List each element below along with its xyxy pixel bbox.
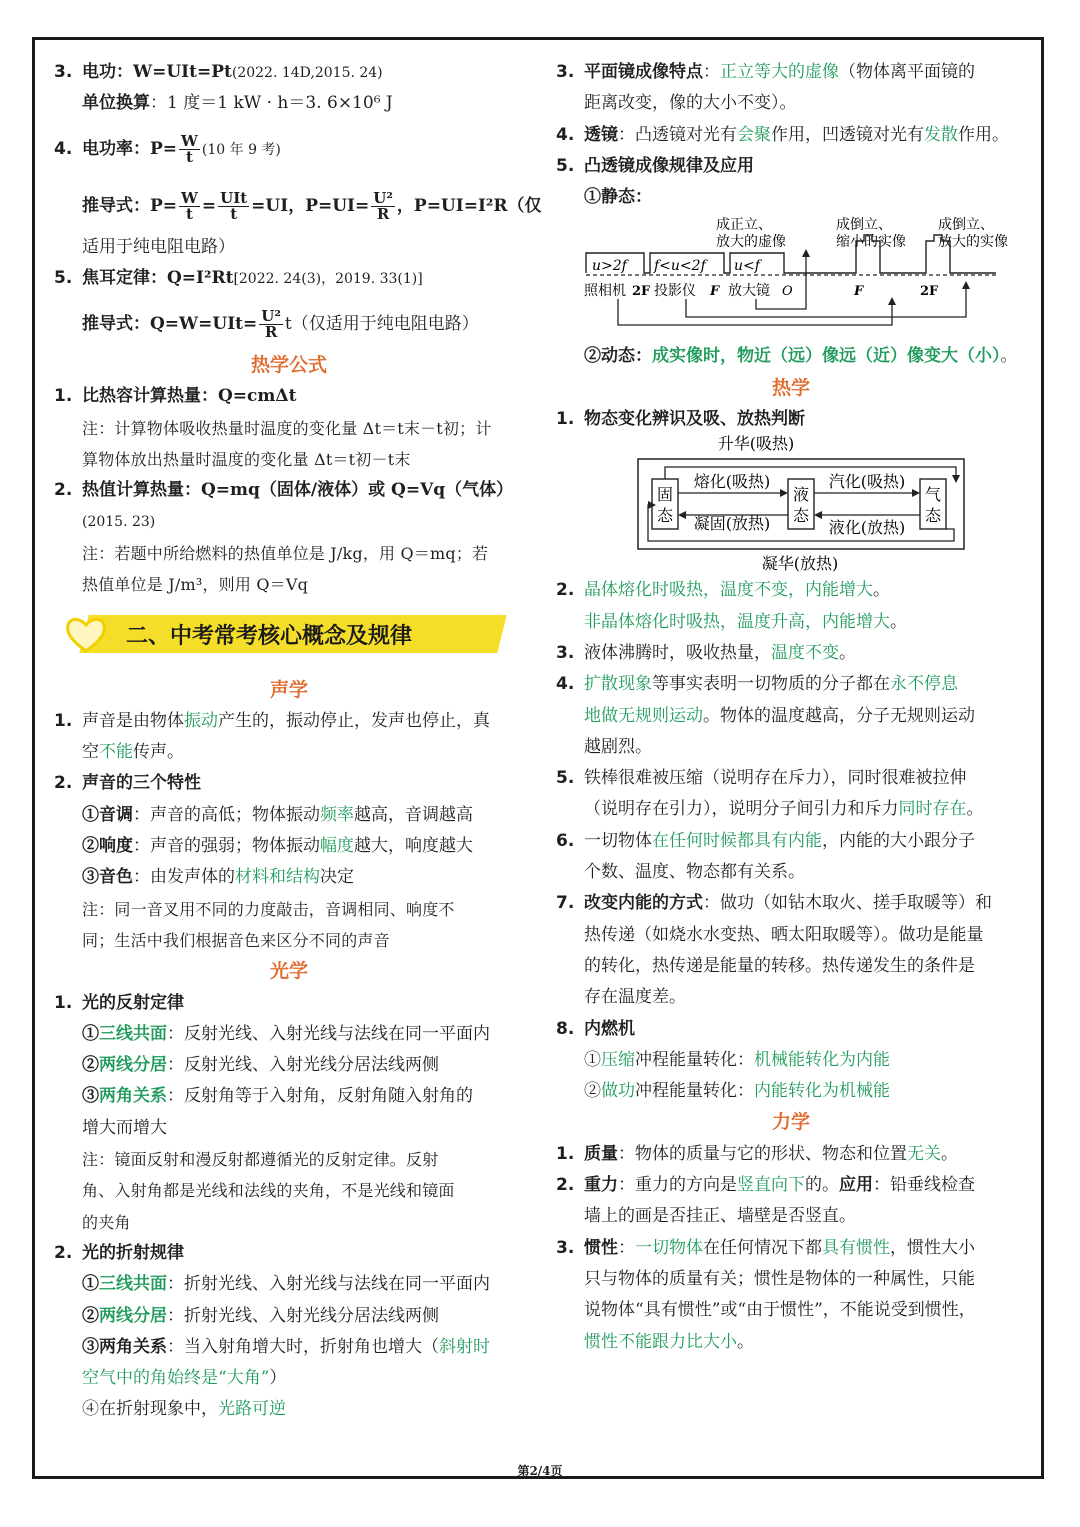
power-derivation: 推导式：P= $\frac{W}{t}$ = UIt t =UI，P=UI= $\frac{\text{U²}}{R}$ ，P=UI=I²R（仅	[82, 188, 542, 223]
label-big-real-b: 放大的实像	[938, 234, 1008, 251]
range-u-gt-2f: u>2f	[592, 258, 627, 275]
section-optics: 光学	[269, 960, 308, 983]
label-condensation: 液化(放热)	[828, 518, 906, 538]
engine-compression: ①压缩冲程能量转化：机械能转化为内能	[584, 1049, 890, 1070]
arrowhead-1	[888, 297, 896, 305]
note-reflection-1: 注：镜面反射和漫反射都遵循光的反射定律。反射	[82, 1150, 439, 1170]
gravity-cont: 墙上的画是否挂正、墙壁是否竖直。	[584, 1206, 856, 1227]
change-energy-cont-2: 的转化，热传递是能量的转移。热传递发生的条件是	[584, 955, 975, 976]
solid-char-2: 态	[656, 506, 674, 526]
arrowhead-vapor	[912, 489, 920, 497]
page-number: 第2/4页	[517, 1464, 563, 1478]
static-label: ①静态：	[584, 187, 652, 208]
label-virtual-b: 放大的虚像	[716, 234, 786, 251]
unit-conversion: 单位换算：1 度＝1 kW · h＝3. 6×10⁶ J	[82, 93, 393, 114]
change-energy-cont-1: 热传递（如烧水水变热、晒太阳取暖等）。做功是能量	[584, 924, 984, 945]
mark-F-right: F	[854, 284, 864, 300]
gas-char-2: 态	[924, 506, 942, 526]
solid-char-1: 固	[656, 485, 674, 505]
app-projector: 投影仪	[654, 283, 696, 300]
item-refraction: 2. 光的折射规律	[54, 1242, 184, 1263]
diffusion-cont-2: 越剧烈。	[584, 736, 652, 757]
label-small-real-a: 成倒立、	[836, 217, 892, 234]
liquid-char-2: 态	[792, 506, 810, 526]
inertia-cont-2: 说物体“具有惯性”或“由于惯性”，不能说受到惯性，	[584, 1300, 976, 1321]
section-acoustics: 声学	[269, 678, 308, 701]
item-electric-power: 4. 电功率：P= $\frac{W}{t}$ (10 年 9 考)	[54, 131, 281, 166]
diffusion-cont-1: 地做无规则运动。物体的温度越高，分子无规则运动	[584, 705, 975, 726]
section-thermo: 热学	[771, 376, 810, 399]
item-heat-value: 2. 热值计算热量：Q=mq（固体/液体）或 Q=Vq（气体）	[54, 480, 514, 501]
item-plane-mirror: 3. 平面镜成像特点：正立等大的虚像（物体离平面镜的	[556, 62, 975, 82]
mark-2F-right: 2F	[920, 284, 939, 300]
arrow-camera	[618, 299, 892, 325]
refraction-d: ④在折射现象中，光路可逆	[82, 1399, 286, 1420]
mark-O: O	[782, 284, 793, 300]
note-reflection-2: 角、入射角都是光线和法线的夹角，不是光线和镜面	[82, 1181, 455, 1201]
joule-derivation: 推导式：Q=W=UIt= $\frac{\text{U²}}{R}$ t（仅适用于纯电阻电路）	[82, 307, 479, 342]
note-reflection-3: 的夹角	[82, 1212, 131, 1232]
label-melting: 熔化(吸热)	[693, 472, 771, 492]
item-electric-work: 3. 电功：W=UIt=Pt(2022. 14D,2015. 24)	[54, 62, 383, 82]
power-derivation-cont: 适用于纯电阻电路）	[82, 236, 235, 257]
app-camera: 照相机	[584, 283, 626, 300]
timbre-line: ③音色：由发声体的材料和结构决定	[82, 867, 354, 888]
reflection-b: ②两线分居：反射光线、入射光线分居法线两侧	[82, 1055, 439, 1076]
arrowhead-sublimation	[952, 475, 960, 483]
item-diffusion: 4. 扩散现象等事实表明一切物质的分子都在永不停息	[556, 674, 958, 695]
item-sound-1: 1. 声音是由物体振动产生的，振动停止，发声也停止，真	[54, 710, 490, 731]
plane-mirror-cont: 距离改变，像的大小不变）。	[584, 93, 797, 114]
item-mass: 1. 质量：物体的质量与它的形状、物态和位置无关。	[556, 1143, 958, 1164]
label-virtual-a: 成正立、	[716, 217, 772, 234]
item-sound-1-cont: 空不能传声。	[82, 742, 184, 763]
item-inertia: 3. 惯性：一切物体在任何情况下都具有惯性，惯性大小	[556, 1237, 975, 1258]
mark-2F-left: 2F	[632, 284, 651, 300]
item-internal-energy: 6. 一切物体在任何时候都具有内能，内能的大小跟分子	[556, 830, 975, 851]
item-phase-change: 1. 物态变化辨识及吸、放热判断	[556, 409, 805, 430]
phase-diagram-svg	[556, 435, 996, 575]
reflection-a: ①三线共面：反射光线、入射光线与法线在同一平面内	[82, 1023, 490, 1044]
section-heat-formula: 热学公式	[250, 354, 327, 377]
label-small-real-b: 缩小的实像	[836, 234, 906, 251]
fraction-1: $\frac{W}{t}$	[181, 188, 198, 223]
heart-icon	[64, 613, 108, 657]
refraction-a: ①三线共面：折射光线、入射光线与法线在同一平面内	[82, 1274, 490, 1295]
range-brackets	[586, 235, 996, 273]
arrowhead-3	[802, 249, 810, 257]
arrow-magnifier	[756, 253, 806, 309]
arrowhead-2	[962, 281, 970, 289]
lens-diagram-svg	[556, 213, 1008, 341]
range-u-lt-f: u<f	[734, 258, 760, 275]
ref-heat-value: (2015. 23)	[82, 513, 156, 530]
label-vaporization: 汽化(吸热)	[828, 472, 906, 492]
note-specific-heat-2: 算物体放出热量时温度的变化量 Δt＝t初－t末	[82, 450, 411, 470]
banner-title: 二、中考常考核心概念及规律	[126, 623, 413, 649]
mark-F-left: F	[710, 284, 720, 300]
change-energy-cont-3: 存在温度差。	[584, 987, 686, 1008]
label-sublimation: 升华(吸热)	[717, 434, 795, 454]
note-heat-value-1: 注：若题中所给燃料的热值单位是 J/kg，用 Q＝mq；若	[82, 543, 489, 563]
range-f-u-2f: f<u<2f	[654, 258, 706, 275]
note-specific-heat-1: 注：计算物体吸收热量时温度的变化量 Δt＝t末－t初；计	[82, 418, 492, 438]
internal-energy-cont: 个数、温度、物态都有关系。	[584, 862, 805, 883]
note-sound-2: 同；生活中我们根据音色来区分不同的声音	[82, 930, 390, 950]
item-molecular-force: 5. 铁棒很难被压缩（说明存在斥力），同时很难被拉伸	[556, 768, 967, 789]
refraction-c-cont: 空气中的角始终是“大角”）	[82, 1368, 287, 1389]
item-specific-heat: 1. 比热容计算热量：Q=cmΔt	[54, 386, 297, 407]
refraction-b: ②两线分居：折射光线、入射光线分居法线两侧	[82, 1305, 439, 1326]
reflection-c-cont: 增大而增大	[82, 1117, 167, 1138]
label-big-real-a: 成倒立、	[938, 217, 994, 234]
inertia-cont-1: 只与物体的质量有关；惯性是物体的一种属性，只能	[584, 1268, 975, 1289]
gas-char-1: 气	[924, 485, 942, 505]
note-heat-value-2: 热值单位是 J/m³，则用 Q＝Vq	[82, 575, 309, 595]
item-change-energy: 7. 改变内能的方式：做功（如钻木取火、搓手取暖等）和	[556, 893, 992, 914]
item-sound-2: 2. 声音的三个特性	[54, 773, 201, 794]
item-joule-law: 5. 焦耳定律：Q=I²Rt[2022. 24(3)，2019. 33(1)]	[54, 267, 423, 288]
arrowhead-melt	[780, 489, 788, 497]
item-engine: 8. 内燃机	[556, 1018, 635, 1039]
section-banner	[54, 609, 524, 661]
item-gravity: 2. 重力：重力的方向是竖直向下的。应用：铅垂线检查	[556, 1175, 975, 1196]
fraction-u2-r: $\frac{\text{U²}}{R}$	[261, 307, 281, 342]
arrowhead-freeze	[678, 511, 686, 519]
reflection-c: ③两角关系：反射角等于入射角，反射角随入射角的	[82, 1086, 473, 1107]
liquid-char-1: 液	[792, 485, 810, 505]
lens-diagram	[556, 213, 1008, 341]
item-boiling: 3. 液体沸腾时，吸收热量，温度不变。	[556, 642, 856, 663]
dynamic-line: ②动态：成实像时，物近（远）像远（近）像变大（小）。	[584, 346, 1018, 367]
label-deposition: 凝华(放热)	[761, 554, 839, 574]
item-reflection: 1. 光的反射定律	[54, 992, 184, 1013]
item-convex-lens: 5. 凸透镜成像规律及应用	[556, 155, 754, 176]
refraction-c: ③两角关系：当入射角增大时，折射角也增大（斜射时	[82, 1336, 490, 1357]
arrowhead-cond	[814, 511, 822, 519]
engine-power: ②做功冲程能量转化：内能转化为机械能	[584, 1081, 890, 1102]
item-crystal-melt: 2. 晶体熔化时吸热，温度不变，内能增大。	[556, 580, 890, 601]
fraction-3: $\frac{\text{U²}}{R}$	[373, 188, 393, 223]
fraction-2: UIt t	[220, 188, 248, 223]
label-freezing: 凝固(放热)	[693, 514, 771, 534]
left-column	[54, 57, 542, 1426]
right-column	[556, 57, 1026, 1358]
molecular-force-cont: （说明存在引力），说明分子间引力和斥力同时存在。	[584, 799, 984, 820]
inertia-cont-3: 惯性不能跟力比大小。	[584, 1331, 754, 1352]
fraction-w-t: $\frac{W}{t}$	[181, 131, 198, 166]
pitch-line: ①音调：声音的高低；物体振动频率越高，音调越高	[82, 804, 473, 825]
item-noncrystal-melt: 非晶体熔化时吸热，温度升高，内能增大。	[584, 611, 907, 632]
phase-diagram	[556, 435, 996, 575]
app-magnifier: 放大镜	[728, 283, 770, 300]
note-sound-1: 注：同一音叉用不同的力度敲击，音调相同、响度不	[82, 899, 455, 919]
section-mechanics: 力学	[771, 1111, 810, 1134]
loudness-line: ②响度：声音的强弱；物体振动幅度越大，响度越大	[82, 836, 473, 857]
item-lens: 4. 透镜：凸透镜对光有会聚作用，凹透镜对光有发散作用。	[556, 124, 1009, 145]
